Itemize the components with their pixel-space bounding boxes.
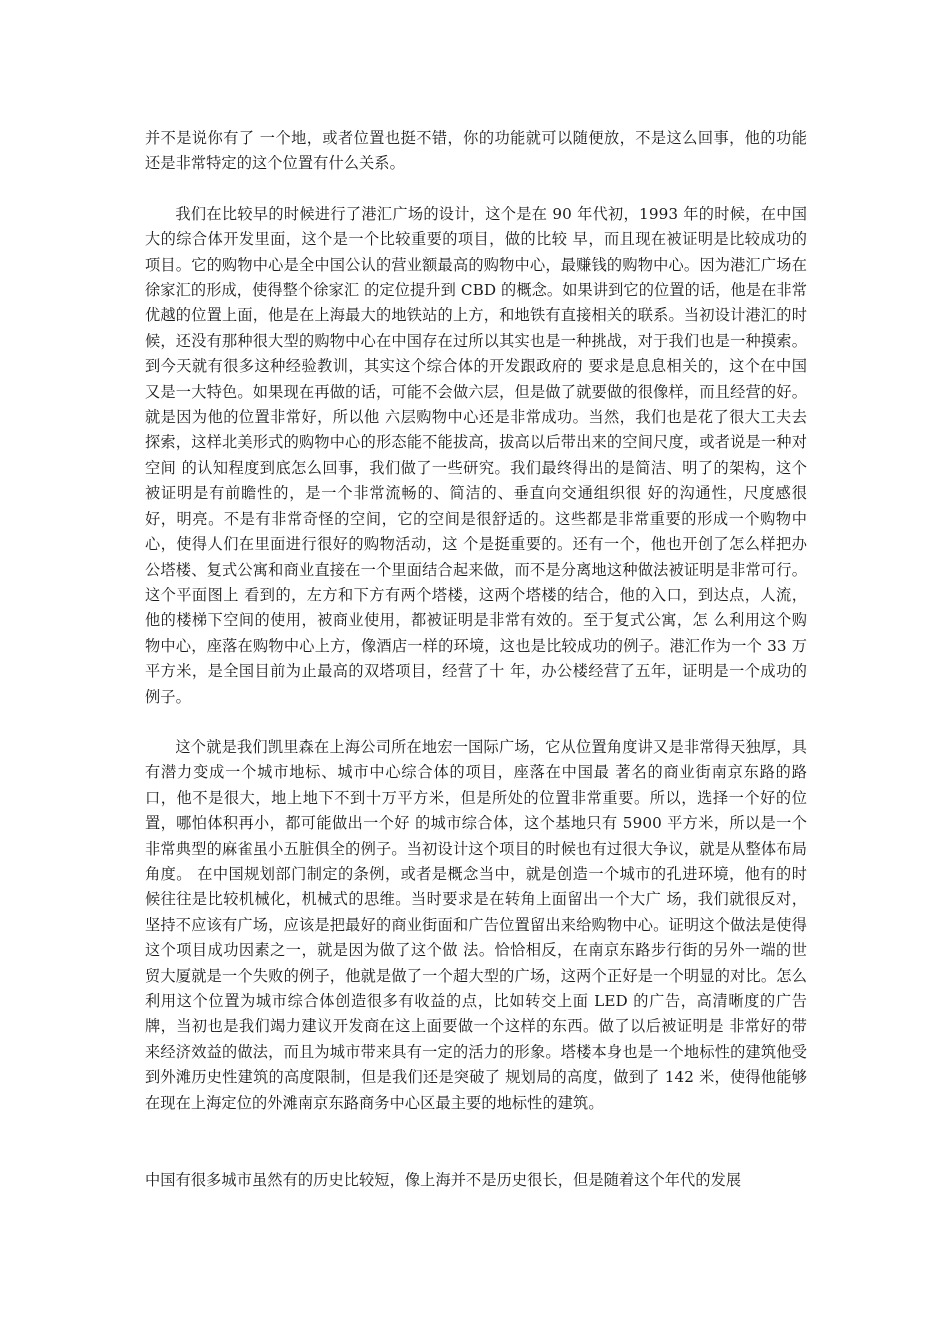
paragraph-2: 我们在比较早的时候进行了港汇广场的设计，这个是在 90 年代初，1993 年的时候，在中国大的综合体开发里面，这个是一个比较重要的项目，做的比较 早，而且现在被证明是比较成功的项目。它的购物中心是全中国公认的营业额最高的购物中心，最赚钱的购物中心。因为港汇广场在徐家汇的形成，使得整个徐家汇 的定位提升到 CBD 的概念。如果讲到它的位置的话，他是在非常优越的位置上面，他是在上海最大的地铁站的上方，和地铁有直接相关的联系。当初设计港汇的时 候，还没有那种很大型的购物中心在中国存在过所以其实也是一种挑战，对于我们也是一种摸索。到今天就有很多这种经验教训，其实这个综合体的开发跟政府的 要求是息息相关的，这个在中国又是一大特色。如果现在再做的话，可能不会做六层，但是做了就要做的很像样，而且经营的好。就是因为他的位置非常好，所以他 六层购物中心还是非常成功。当然，我们也是花了很大工夫去探索，这样北美形式的购物中心的形态能不能拔高，拔高以后带出来的空间尺度，或者说是一种对空间 的认知程度到底怎么回事，我们做了一些研究。我们最终得出的是简洁、明了的架构，这个被证明是有前瞻性的，是一个非常流畅的、简洁的、垂直向交通组织很 好的沟通性，尺度感很好，明亮。不是有非常奇怪的空间，它的空间是很舒适的。这些都是非常重要的形成一个购物中心，使得人们在里面进行很好的购物活动，这 个是挺重要的。还有一个，他也开创了怎么样把办公塔楼、复式公寓和商业直接在一个里面结合起来做，而不是分离地这种做法被证明是非常可行。这个平面图上 看到的，左方和下方有两个塔楼，这两个塔楼的结合，他的入口，到达点，人流，他的楼梯下空间的使用，被商业使用，都被证明是非常有效的。至于复式公寓，怎 么利用这个购物中心，座落在购物中心上方，像酒店一样的环境，这也是比较成功的例子。港汇作为一个 33 万平方米，是全国目前为止最高的双塔项目，经营了十 年，办公楼经营了五年，证明是一个成功的例子。 xyxy=(145,204,807,706)
paragraph-1: 并不是说你有了 一个地，或者位置也挺不错，你的功能就可以随便放，不是这么回事，他的功能还是非常特定的这个位置有什么关系。 xyxy=(145,129,807,173)
document-body xyxy=(145,126,807,1193)
paragraph-3: 这个就是我们凯里森在上海公司所在地宏一国际广场，它从位置角度讲又是非常得天独厚，具有潜力变成一个城市地标、城市中心综合体的项目，座落在中国最 著名的商业街南京东路的路口，他不是很大，地上地下不到十万平方米，但是所处的位置非常重要。所以，选择一个好的位置，哪怕体积再小，都可能做出一个好 的城市综合体，这个基地只有 5900 平方米，所以是一个非常典型的麻雀虽小五脏俱全的例子。当初设计这个项目的时候也有过很大争议，就是从整体布局角度。 在中国规划部门制定的条例，或者是概念当中，就是创造一个城市的孔进环境，他有的时候往往是比较机械化，机械式的思维。当时要求是在转角上面留出一个大广 场，我们就很反对，坚持不应该有广场，应该是把最好的商业街面和广告位置留出来给购物中心。证明这个做法是使得这个项目成功因素之一，就是因为做了这个做 法。恰恰相反，在南京东路步行街的另外一端的世贸大厦就是一个失败的例子，他就是做了一个超大型的广场，这两个正好是一个明显的对比。怎么利用这个位置为城市综合体创造很多有收益的点，比如转交上面 LED 的广告，高清晰度的广告牌，当初也是我们竭力建议开发商在这上面要做一个这样的东西。做了以后被证明是 非常好的带来经济效益的做法，而且为城市带来具有一定的活力的形象。塔楼本身也是一个地标性的建筑他受到外滩历史性建筑的高度限制，但是我们还是突破了 规划局的高度，做到了 142 米，使得他能够在现在上海定位的外滩南京东路商务中心区最主要的地标性的建筑。 xyxy=(145,737,807,1112)
paragraph-4: 中国有很多城市虽然有的历史比较短，像上海并不是历史很长，但是随着这个年代的发展 xyxy=(145,1171,742,1190)
